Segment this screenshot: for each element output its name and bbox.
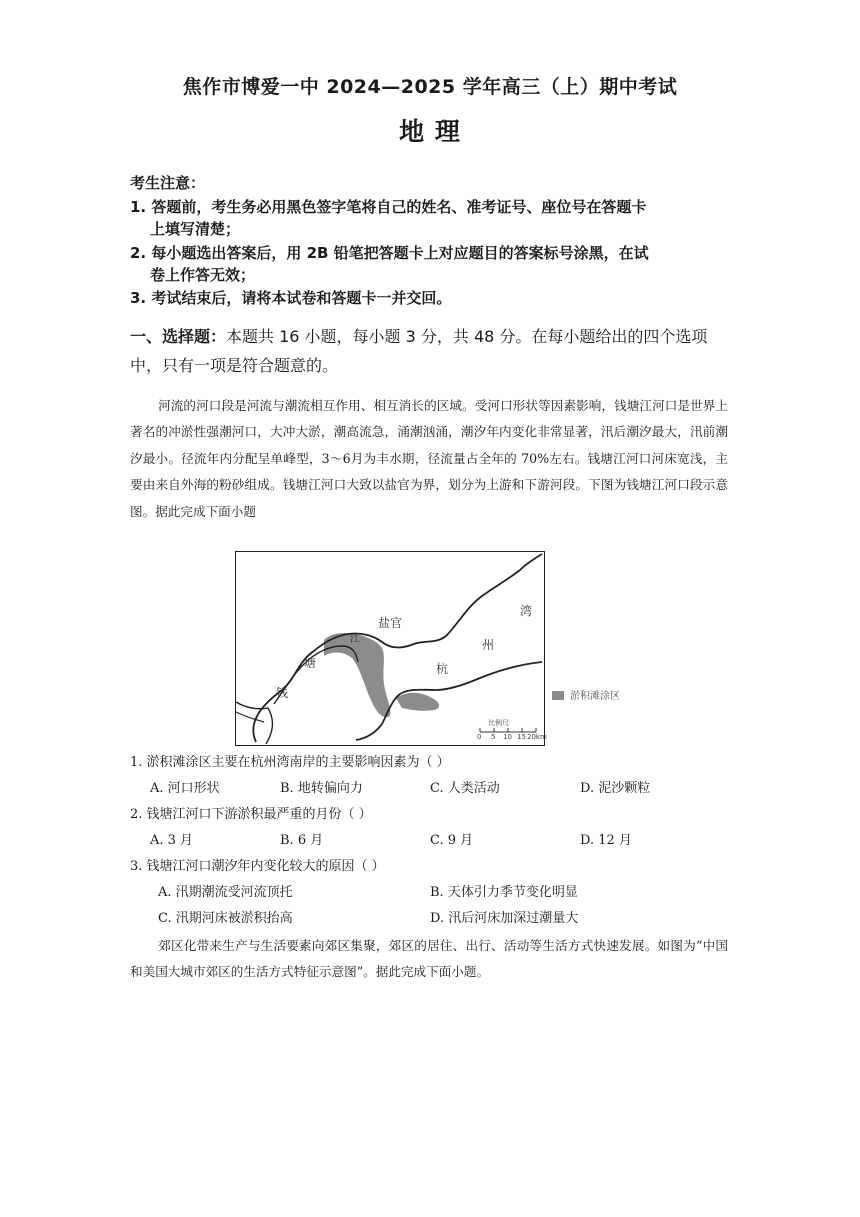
map-label-zhou: 州 <box>482 638 495 652</box>
legend-swatch <box>552 691 564 700</box>
map-label-qian: 钱 <box>276 686 289 700</box>
question-2-option-b: B. 6 月 <box>280 833 324 848</box>
passage-2 <box>130 933 728 986</box>
scale-tick-15: 15 <box>517 733 526 741</box>
question-3-stem: 3. 钱塘江河口潮汐年内变化较大的原因（ ） <box>130 859 385 874</box>
notice-item-3: 3. 考试结束后，请将本试卷和答题卡一并交回。 <box>130 289 452 307</box>
question-1-stem: 1. 淤积滩涂区主要在杭州湾南岸的主要影响因素为（ ） <box>130 755 450 770</box>
question-2-stem: 2. 钱塘江河口下游淤积最严重的月份（ ） <box>130 807 372 822</box>
section-label: 一、选择题： <box>130 327 227 346</box>
scale-tick-20km: 20km <box>527 733 547 741</box>
north-shore-line <box>253 554 542 742</box>
silt-area-south <box>396 693 439 711</box>
question-3-option-a: A. 汛期潮流受河流顶托 <box>158 885 293 900</box>
notice-item-1: 1. 答题前，考生务必用黑色签字笔将自己的姓名、准考证号、座位号在答题卡 <box>130 198 647 216</box>
passage-1-text: 河流的河口段是河流与潮流相互作用、相互消长的区域。受河口形状等因素影响，钱塘江河口是世界上著名的冲淤性强潮河口，大冲大淤，潮高流急，涌潮汹涌，潮汐年内变化非常显著，汛后潮汐最大，汛前潮汐最小。径流年内分配呈单峰型，3～6月为丰水期，径流量占全年的 70%左右。钱塘江河口河床宽浅，主要由来自外海的粉砂组成。钱塘江河口大致以盐官为界，划分为上游和下游河段。下图为钱塘江河口段示意图。据此完成下面小题 <box>130 398 728 519</box>
section-text: 本题共 16 小题，每小题 3 分，共 48 分。在每小题给出的四个选项中，只有一项是符合题意的。 <box>130 327 708 375</box>
question-3-option-d: D. 汛后河床加深过潮量大 <box>430 911 579 926</box>
notice-item-2: 2. 每小题选出答案后，用 2B 铅笔把答题卡上对应题目的答案标号涂黑，在试 <box>130 244 649 262</box>
estuary-map <box>235 551 545 746</box>
question-2-option-a: A. 3 月 <box>150 833 194 848</box>
legend-label: 淤积滩涂区 <box>570 691 620 702</box>
passage-2-text: 郊区化带来生产与生活要素向郊区集聚，郊区的居住、出行、活动等生活方式快速发展。如图为“中国和美国大城市郊区的生活方式特征示意图”。据此完成下面小题。 <box>130 938 728 980</box>
estuary-map-svg <box>236 552 544 745</box>
map-label-yanguan: 盐官 <box>378 616 403 630</box>
question-1-option-b: B. 地转偏向力 <box>280 781 363 796</box>
notice-item-1-cont: 上填写清楚； <box>150 220 241 238</box>
question-2-option-d: D. 12 月 <box>580 833 632 848</box>
question-1-option-c: C. 人类活动 <box>430 781 500 796</box>
scale-caption: 比例尺 <box>488 719 509 727</box>
notice-item-2-cont: 卷上作答无效； <box>150 266 256 284</box>
map-label-jiang: 江 <box>350 634 360 645</box>
upstream-river-bank <box>236 712 264 722</box>
exam-title: 焦作市博爱一中 2024—2025 学年高三（上）期中考试 <box>182 76 678 98</box>
question-1-option-d: D. 泥沙颗粒 <box>580 781 651 796</box>
map-label-wan: 湾 <box>520 604 533 618</box>
question-1-option-a: A. 河口形状 <box>150 781 220 796</box>
silt-area-north <box>324 633 390 717</box>
map-label-tang: 塘 <box>304 656 317 670</box>
section-heading <box>130 322 730 380</box>
scale-tick-0: 0 <box>477 733 482 741</box>
passage-1 <box>130 393 728 525</box>
question-3-option-c: C. 汛期河床被淤积抬高 <box>158 911 293 926</box>
scale-tick-10: 10 <box>503 733 512 741</box>
map-label-hang: 杭 <box>436 662 449 676</box>
question-3-option-b: B. 天体引力季节变化明显 <box>430 885 578 900</box>
scale-tick-5: 5 <box>491 733 496 741</box>
question-2-option-c: C. 9 月 <box>430 833 474 848</box>
notice-heading: 考生注意： <box>130 174 206 192</box>
subject-title: 地 理 <box>399 117 461 146</box>
